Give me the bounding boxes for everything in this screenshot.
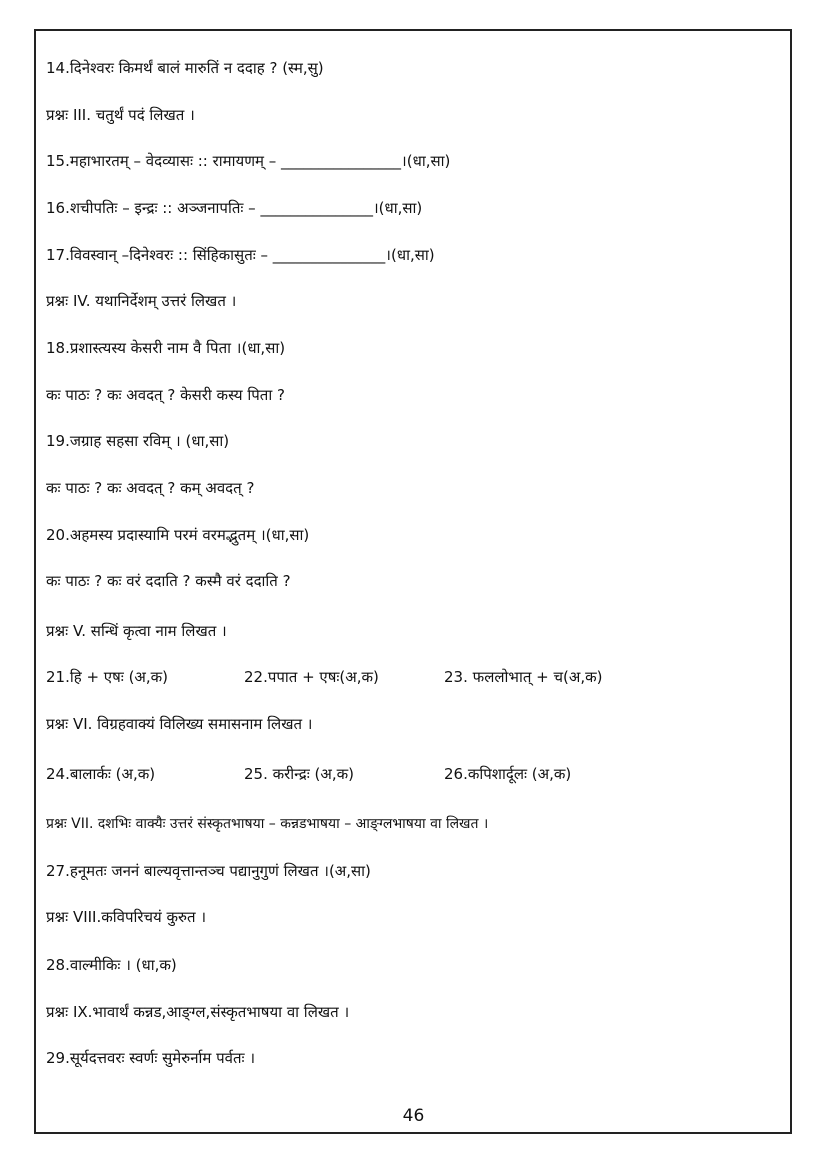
section-heading-iii: प्रश्नः III. चतुर्थं पदं लिखत । — [46, 106, 195, 124]
question-27: 27.हनूमतः जननं बाल्यवृत्तान्तञ्च पद्यानुगुणं लिखत ।(अ,सा) — [46, 862, 371, 880]
section-heading-iv: प्रश्नः IV. यथानिर्देशम् उत्तरं लिखत । — [46, 292, 237, 310]
question-28: 28.वाल्मीकिः । (धा,क) — [46, 956, 177, 974]
page-number: 46 — [402, 1106, 425, 1126]
section-heading-viii: प्रश्नः VIII.कविपरिचयं कुरुत । — [46, 908, 207, 926]
question-24: 24.बालार्कः (अ,क) — [46, 765, 156, 783]
question-15: 15.महाभारतम् – वेदव्यासः :: रामायणम् – ________________।(धा,सा) — [46, 152, 451, 170]
question-25: 25. करीन्द्रः (अ,क) — [244, 765, 355, 783]
question-17: 17.विवस्वान् –दिनेश्वरः :: सिंहिकासुतः – _______________।(धा,सा) — [46, 246, 435, 264]
question-22: 22.पपात + एषः(अ,क) — [244, 668, 379, 686]
question-29: 29.सूर्यदत्तवरः स्वर्णः सुमेरुर्नाम पर्वतः । — [46, 1049, 256, 1067]
section-heading-ix: प्रश्नः IX.भावार्थं कन्नड,आङ्ग्ल,संस्कृतभाषया वा लिखत । — [46, 1003, 350, 1021]
question-18-sub: कः पाठः ? कः अवदत् ? केसरी कस्य पिता ? — [46, 386, 285, 404]
question-14: 14.दिनेश्वरः किमर्थं बालं मारुतिं न ददाह ? (स्म,सु) — [46, 59, 324, 77]
question-18: 18.प्रशास्त्यस्य केसरी नाम वै पिता ।(धा,सा) — [46, 339, 286, 357]
section-heading-v: प्रश्नः V. सन्धिं कृत्वा नाम लिखत । — [46, 622, 227, 640]
question-21: 21.हि + एषः (अ,क) — [46, 668, 169, 686]
question-19: 19.जग्राह सहसा रविम् । (धा,सा) — [46, 432, 230, 450]
section-heading-vii: प्रश्नः VII. दशभिः वाक्यैः उत्तरं संस्कृतभाषया – कन्नडभाषया – आङ्ग्लभाषया वा लिखत । — [46, 816, 489, 832]
question-16: 16.शचीपतिः – इन्द्रः :: अञ्जनापतिः – _______________।(धा,सा) — [46, 199, 423, 217]
question-20-sub: कः पाठः ? कः वरं ददाति ? कस्मै वरं ददाति ? — [46, 572, 291, 590]
question-20: 20.अहमस्य प्रदास्यामि परमं वरमद्भुतम् ।(धा,सा) — [46, 526, 310, 544]
question-19-sub: कः पाठः ? कः अवदत् ? कम् अवदत् ? — [46, 479, 255, 497]
section-heading-vi: प्रश्नः VI. विग्रहवाक्यं विलिख्य समासनाम लिखत । — [46, 715, 313, 733]
question-26: 26.कपिशार्दूलः (अ,क) — [444, 765, 572, 783]
question-23: 23. फललोभात् + च(अ,क) — [444, 668, 603, 686]
